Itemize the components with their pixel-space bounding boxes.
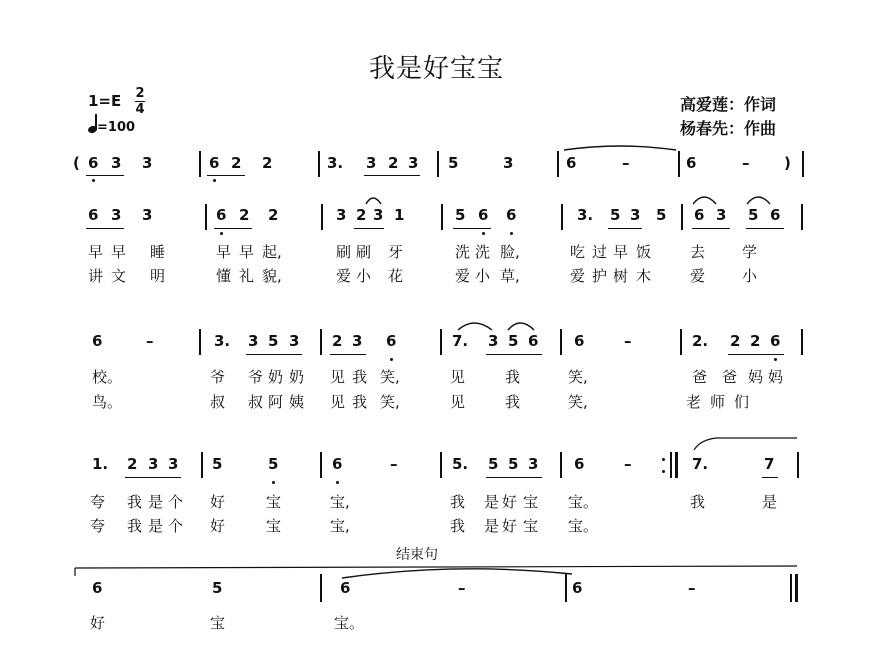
note: 2 <box>332 332 343 350</box>
lyric: 洗 <box>475 243 491 261</box>
lyric: 鸟。 <box>92 393 123 411</box>
lyric: 好 <box>210 517 226 535</box>
note: 5 <box>448 154 459 172</box>
note: 6 <box>340 579 351 597</box>
meter-denominator: 4 <box>135 102 145 117</box>
note: 3 <box>408 154 419 172</box>
lyric: 夸 <box>90 517 106 535</box>
note: 5 <box>508 455 519 473</box>
lyric: 见 <box>450 393 466 411</box>
note: 2. <box>692 332 709 350</box>
lyric: 妈 <box>748 368 764 386</box>
note: 5. <box>452 455 469 473</box>
note: 5 <box>212 455 223 473</box>
lyric: 笑, <box>568 368 588 386</box>
lyric: 宝, <box>330 517 350 535</box>
note: 6 <box>572 579 583 597</box>
lyric: 木 <box>636 267 652 285</box>
lyric: 貌, <box>262 267 282 285</box>
slur <box>458 323 492 330</box>
lyric: 懂 <box>216 267 232 285</box>
lyric: 早 <box>216 243 232 261</box>
note: 6 <box>574 455 585 473</box>
lyric: 爸 <box>722 368 738 386</box>
lyric: 我 <box>352 368 368 386</box>
note: 3 <box>352 332 363 350</box>
lyric: 早 <box>239 243 255 261</box>
note: 6 <box>506 206 517 224</box>
note: 3 <box>289 332 300 350</box>
note: 3 <box>248 332 259 350</box>
lyric: 笑, <box>380 393 400 411</box>
composer-credit: 杨春先：作曲 <box>680 119 777 138</box>
dash: – <box>458 579 466 597</box>
lyric: 宝, <box>330 493 350 511</box>
note: 3 <box>336 206 347 224</box>
lyric: 过 <box>592 243 608 261</box>
note: 5 <box>508 332 519 350</box>
lyric: 个 <box>168 493 184 511</box>
lyric: 我 <box>450 493 466 511</box>
lyric: 见 <box>330 393 346 411</box>
dash: – <box>624 332 632 350</box>
lyric: 讲 <box>88 267 104 285</box>
lyric: 我 <box>505 393 521 411</box>
ending-bracket <box>75 566 797 568</box>
note: 3 <box>716 206 727 224</box>
lyric: 小 <box>356 267 372 285</box>
lyric: 明 <box>150 267 166 285</box>
lyric: 姨 <box>289 393 305 411</box>
close-paren: ) <box>784 154 791 172</box>
ending-label: 结束句 <box>396 547 438 563</box>
note: 7. <box>452 332 469 350</box>
lyric: 爷 <box>248 368 264 386</box>
lyric: 爱 <box>570 267 586 285</box>
lyric: 礼 <box>239 267 255 285</box>
lyric: 我 <box>352 393 368 411</box>
lyric: 早 <box>613 243 629 261</box>
note: 2 <box>730 332 741 350</box>
note: 6 <box>686 154 697 172</box>
note: 6 <box>528 332 539 350</box>
note: 5 <box>656 206 667 224</box>
tempo-value: =100 <box>97 120 136 135</box>
tie <box>564 146 676 150</box>
meter-numerator: 2 <box>135 86 145 101</box>
lyric: 夸 <box>90 493 106 511</box>
note: 3 <box>142 206 153 224</box>
volta-bracket <box>694 438 797 450</box>
lyric: 我 <box>505 368 521 386</box>
tie <box>342 569 572 578</box>
lyric: 我 <box>127 493 143 511</box>
note: 3. <box>327 154 344 172</box>
lyric: 宝 <box>266 517 282 535</box>
key-signature: 1=E <box>88 92 122 110</box>
lyric: 师 <box>710 393 726 411</box>
lyric: 我 <box>450 517 466 535</box>
song-title: 我是好宝宝 <box>368 54 504 84</box>
slur <box>366 198 381 204</box>
open-paren: ( <box>73 154 80 172</box>
lyric: 宝。 <box>334 614 365 632</box>
note: 3 <box>630 206 641 224</box>
lyric: 文 <box>111 267 127 285</box>
note: 5 <box>455 206 466 224</box>
note: 3 <box>528 455 539 473</box>
note: 2 <box>262 154 273 172</box>
note: 6 <box>209 154 220 172</box>
slur <box>508 323 534 330</box>
note: 3 <box>488 332 499 350</box>
note: 6 <box>386 332 397 350</box>
note: 5 <box>748 206 759 224</box>
lyric: 树 <box>613 267 629 285</box>
lyric: 爱 <box>455 267 471 285</box>
slur <box>747 197 770 204</box>
dash: – <box>624 455 632 473</box>
lyric: 们 <box>734 393 750 411</box>
note: 3. <box>577 206 594 224</box>
lyric: 爸 <box>692 368 708 386</box>
note: 3 <box>111 154 122 172</box>
note: 3 <box>168 455 179 473</box>
note: 6 <box>92 332 103 350</box>
slur <box>693 197 716 204</box>
lyric: 校。 <box>92 368 123 386</box>
lyric: 见 <box>450 368 466 386</box>
lyric: 去 <box>690 243 706 261</box>
lyric: 老 <box>686 393 702 411</box>
note: 6 <box>332 455 343 473</box>
note: 5 <box>268 455 279 473</box>
lyric: 阿 <box>268 393 284 411</box>
note: 3 <box>148 455 159 473</box>
lyric: 宝 <box>210 614 226 632</box>
note: 2 <box>388 154 399 172</box>
note: 2 <box>356 206 367 224</box>
lyric: 牙 <box>388 243 404 261</box>
lyric: 脸, <box>500 243 520 261</box>
lyric: 是 <box>484 493 500 511</box>
dash: – <box>390 455 398 473</box>
note: 3 <box>503 154 514 172</box>
lyric: 个 <box>168 517 184 535</box>
lyric: 小 <box>475 267 491 285</box>
lyric: 宝 <box>523 517 539 535</box>
note: 5 <box>610 206 621 224</box>
dash: – <box>622 154 630 172</box>
dash: – <box>688 579 696 597</box>
note: 3 <box>142 154 153 172</box>
lyric: 花 <box>388 267 404 285</box>
lyric: 好 <box>90 614 106 632</box>
lyric: 小 <box>742 267 758 285</box>
lyricist-credit: 高爱莲：作词 <box>680 95 777 114</box>
lyric: 饭 <box>636 243 652 261</box>
note: 7. <box>692 455 709 473</box>
lyric: 爷 <box>210 368 226 386</box>
note: 6 <box>216 206 227 224</box>
note: 6 <box>694 206 705 224</box>
lyric: 叔 <box>248 393 264 411</box>
lyric: 是 <box>484 517 500 535</box>
lyric: 是 <box>148 517 164 535</box>
lyric: 睡 <box>150 243 166 261</box>
note: 5 <box>212 579 223 597</box>
lyric: 叔 <box>210 393 226 411</box>
lyric: 好 <box>502 517 518 535</box>
lyric: 学 <box>742 243 758 261</box>
note: 2 <box>231 154 242 172</box>
lyric: 爱 <box>690 267 706 285</box>
note: 6 <box>566 154 577 172</box>
lyric: 早 <box>111 243 127 261</box>
lyric: 好 <box>210 493 226 511</box>
note: 6 <box>88 206 99 224</box>
note: 6 <box>478 206 489 224</box>
note: 2 <box>127 455 138 473</box>
dash: – <box>742 154 750 172</box>
lyric: 笑, <box>380 368 400 386</box>
lyric: 护 <box>592 267 608 285</box>
lyric: 宝。 <box>568 517 599 535</box>
lyric: 洗 <box>455 243 471 261</box>
lyric: 起, <box>262 243 282 261</box>
note: 2 <box>239 206 250 224</box>
lyric: 笑, <box>568 393 588 411</box>
dash: – <box>146 332 154 350</box>
note: 3. <box>214 332 231 350</box>
lyric: 我 <box>127 517 143 535</box>
lyric: 刷 <box>356 243 372 261</box>
note: 1 <box>394 206 405 224</box>
lyric: 爱 <box>336 267 352 285</box>
lyric: 是 <box>148 493 164 511</box>
lyric: 刷 <box>336 243 352 261</box>
lyric: 宝 <box>266 493 282 511</box>
lyric: 是 <box>762 493 778 511</box>
lyric: 宝。 <box>568 493 599 511</box>
lyric: 见 <box>330 368 346 386</box>
lyric: 早 <box>88 243 104 261</box>
note: 6 <box>770 206 781 224</box>
lyric: 妈 <box>768 368 784 386</box>
lyric: 我 <box>690 493 706 511</box>
lyric: 草, <box>500 267 520 285</box>
note: 1. <box>92 455 109 473</box>
note: 6 <box>770 332 781 350</box>
note: 5 <box>268 332 279 350</box>
lyric: 吃 <box>570 243 586 261</box>
note: 2 <box>268 206 279 224</box>
lyric: 宝 <box>523 493 539 511</box>
note: 3 <box>111 206 122 224</box>
note: 5 <box>488 455 499 473</box>
note: 3 <box>373 206 384 224</box>
note: 6 <box>88 154 99 172</box>
note: 7 <box>764 455 775 473</box>
lyric: 奶 <box>268 368 284 386</box>
note: 6 <box>574 332 585 350</box>
note: 2 <box>750 332 761 350</box>
note: 6 <box>92 579 103 597</box>
note: 3 <box>366 154 377 172</box>
lyric: 好 <box>502 493 518 511</box>
lyric: 奶 <box>289 368 305 386</box>
